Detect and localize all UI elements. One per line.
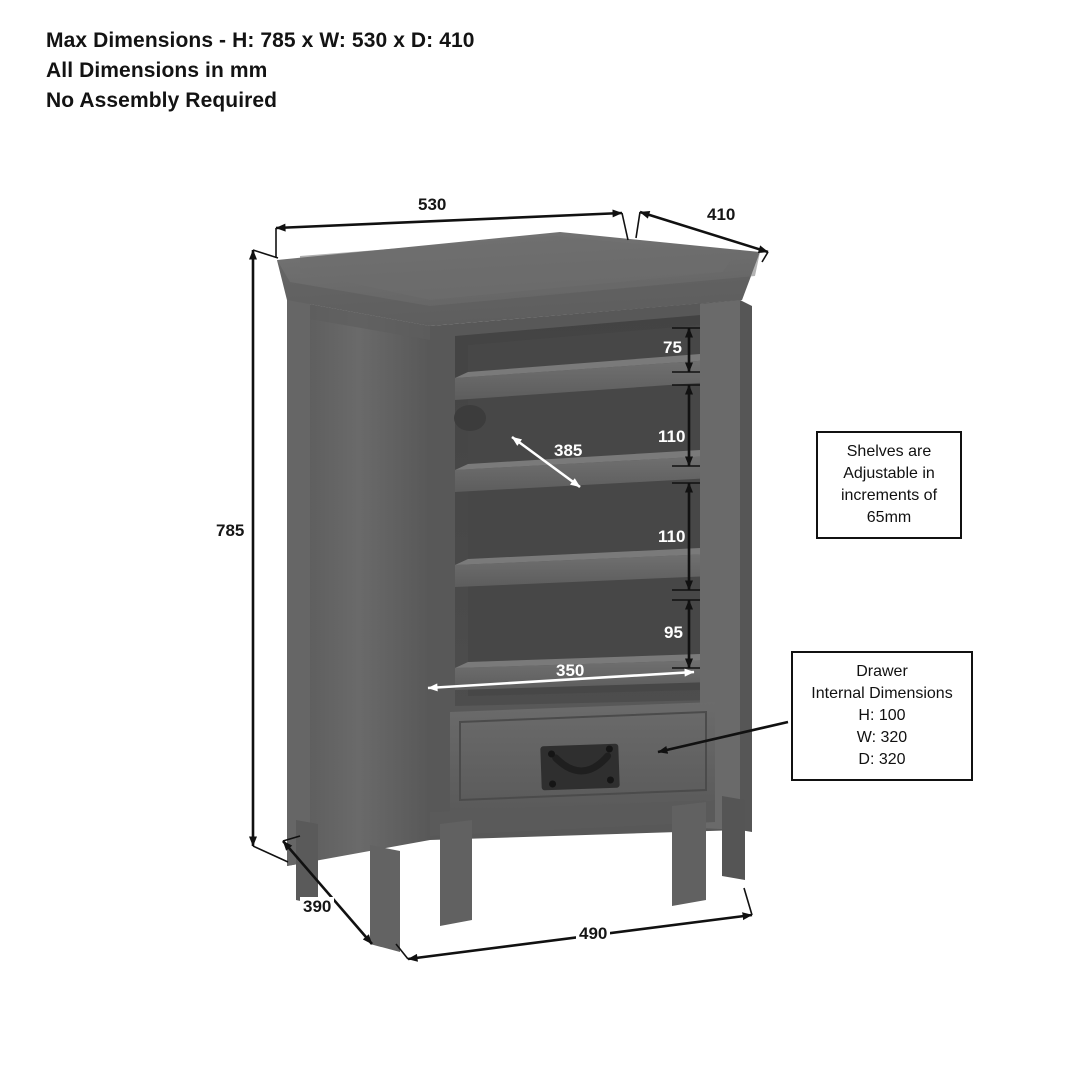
label-base-depth: 390 [300, 897, 334, 917]
drawer-note-height: H: 100 [858, 707, 906, 725]
label-shelf-gap-bottom: 95 [664, 623, 683, 642]
drawer-note-depth: D: 320 [858, 751, 906, 769]
label-top-width: 530 [415, 195, 449, 215]
dim-line-530 [276, 213, 622, 228]
cabinet-illustration [277, 232, 760, 952]
label-shelf-depth: 385 [554, 441, 583, 460]
drawer-internal-dimensions-note [791, 651, 973, 781]
drawer-note-width: W: 320 [856, 729, 908, 747]
shelves-adjustable-note [816, 431, 962, 539]
label-shelf-gap-second: 110 [658, 427, 686, 446]
assembly-line: No Assembly Required [46, 88, 278, 112]
drawer-note-subtitle: Internal Dimensions [811, 685, 953, 703]
shelf-note-line-1: Shelves are [846, 443, 932, 460]
units-line: All Dimensions in mm [46, 58, 268, 82]
label-overall-height: 785 [213, 521, 247, 541]
label-shelf-width: 350 [556, 661, 585, 680]
drawer-note-title: Drawer [856, 663, 908, 680]
label-shelf-gap-third: 110 [658, 527, 686, 546]
shelf-note-line-3: increments of [840, 487, 938, 505]
label-shelf-gap-top: 75 [663, 338, 682, 357]
shelf-note-line-4: 65mm [866, 509, 912, 527]
label-top-depth: 410 [704, 205, 738, 225]
drawer-handle [540, 744, 619, 791]
max-dimensions-line: Max Dimensions - H: 785 x W: 530 x D: 410 [46, 29, 475, 52]
label-base-width: 490 [576, 924, 610, 944]
shelf-note-line-2: Adjustable in [843, 465, 935, 483]
